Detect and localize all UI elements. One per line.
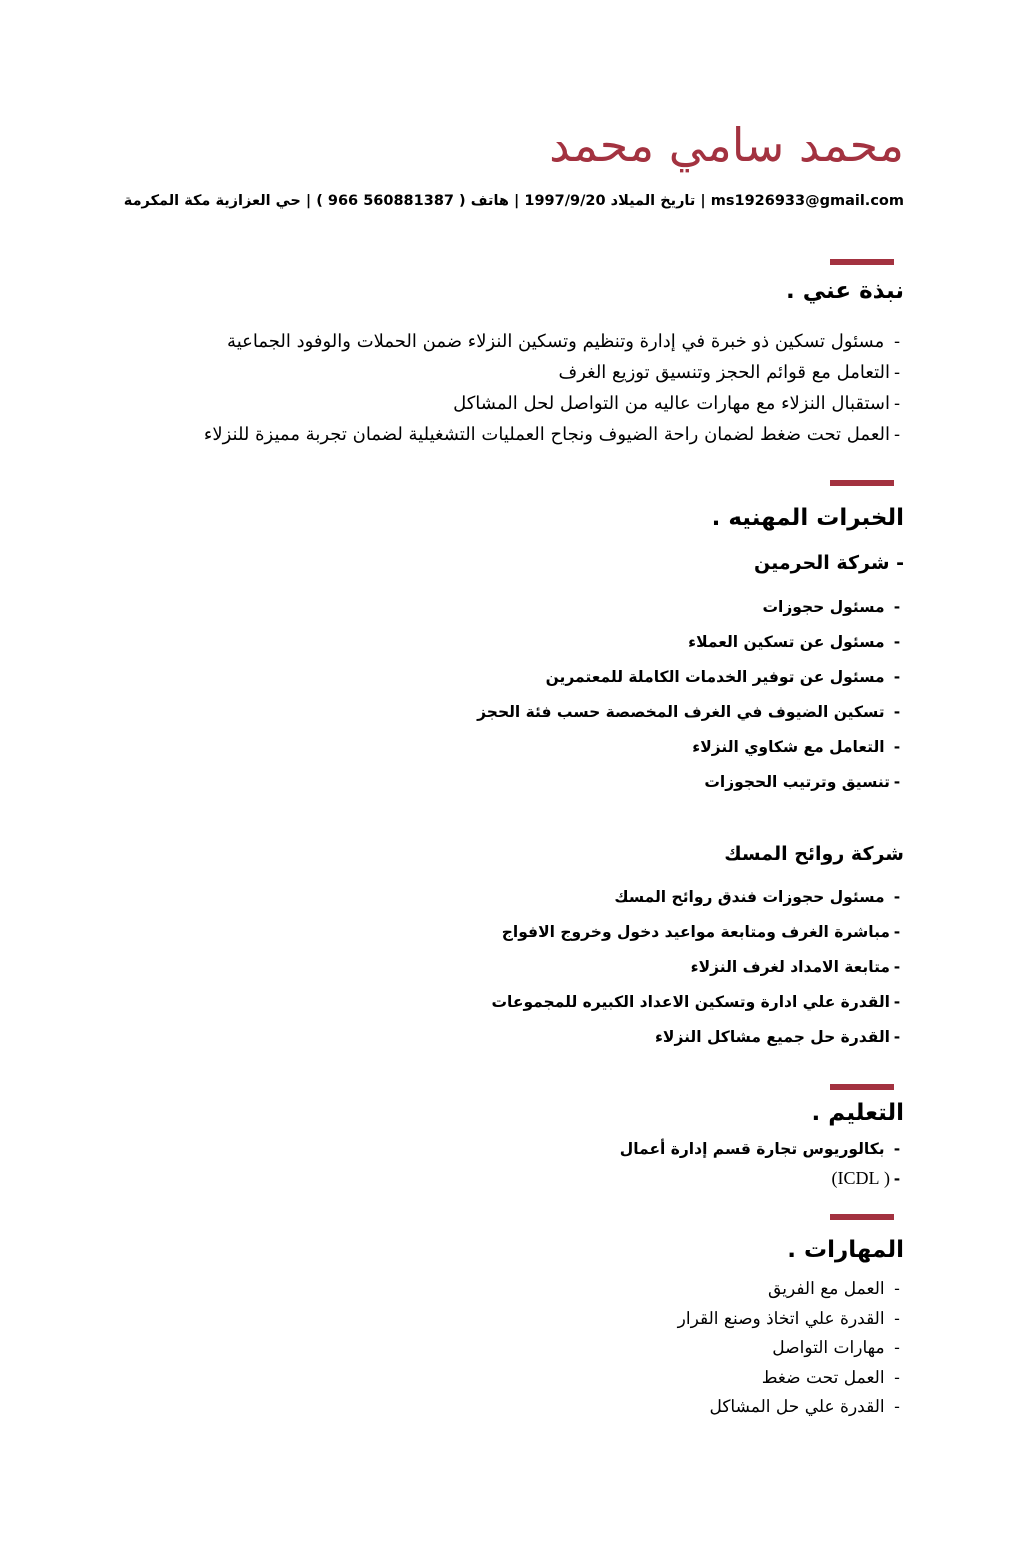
contact-line: ms1926933@gmail.com | تاريخ الميلاد 1997/9/20 | هاتف ( 966 560881387 ) | حي العزازية مكة المكرمة	[123, 193, 904, 209]
list-item: - العمل مع الفريق	[768, 1279, 900, 1299]
list-item: - العمل تحت ضغط	[761, 1367, 900, 1388]
list-item: - القدرة علي اتخاذ وصنع القرار	[677, 1308, 900, 1329]
section-divider-experience	[830, 480, 894, 486]
phone-label: هاتف	[470, 193, 509, 209]
experience-heading: الخبرات المهنيه .	[711, 505, 904, 531]
company-1-list	[477, 590, 904, 800]
education-heading: التعليم .	[811, 1100, 904, 1126]
company-2-list	[491, 880, 904, 1055]
dob-label: تاريخ الميلاد	[610, 193, 696, 209]
about-heading: نبذة عني .	[785, 278, 904, 304]
address: حي العزازية مكة المكرمة	[123, 193, 301, 209]
list-item: - مسئول حجوزات	[762, 598, 901, 616]
section-divider-education	[830, 1084, 894, 1090]
dob-value: 1997/9/20	[524, 193, 606, 209]
list-item: -القدرة علي ادارة وتسكين الاعداد الكبيره للمجموعات	[491, 993, 901, 1011]
phone-value: ( 966 560881387 )	[316, 193, 466, 209]
company-2-name: شركة روائح المسك	[724, 843, 904, 865]
list-item: -التعامل مع قوائم الحجز وتنسيق توزيع الغرف	[558, 362, 901, 383]
candidate-name: محمد سامي محمد	[549, 118, 904, 172]
list-item: - مسئول حجوزات فندق روائح المسك	[614, 888, 901, 906]
section-divider-skills	[830, 1214, 894, 1220]
company-1-name: - شركة الحرمين	[754, 552, 904, 574]
section-divider-about	[830, 259, 894, 265]
education-list	[620, 1135, 904, 1194]
list-item: - تسكين الضيوف في الغرف المخصصة حسب فئة الحجز	[477, 703, 901, 721]
list-item: -( ICDL)	[831, 1168, 901, 1188]
about-list	[204, 326, 904, 450]
list-item: -متابعة الامداد لغرف النزلاء	[690, 958, 901, 976]
contact-email[interactable]: ms1926933@gmail.com	[710, 193, 904, 209]
skills-list	[678, 1275, 904, 1423]
list-item: -القدرة حل جميع مشاكل النزلاء	[655, 1028, 901, 1046]
list-item: -تنسيق وترتيب الحجوزات	[704, 773, 901, 791]
list-item: -استقبال النزلاء مع مهارات عاليه من التواصل لحل المشاكل	[453, 393, 901, 414]
list-item: - مهارات التواصل	[772, 1338, 900, 1358]
list-item: - بكالوريوس تجارة قسم إدارة أعمال	[619, 1140, 901, 1158]
list-item: -مباشرة الغرف ومتابعة مواعيد دخول وخروج الافواج	[501, 923, 901, 941]
skills-heading: المهارات .	[787, 1237, 904, 1263]
list-item: - مسئول عن تسكين العملاء	[688, 633, 901, 651]
list-item: - مسئول عن توفير الخدمات الكاملة للمعتمرين	[545, 668, 901, 686]
list-item: - القدرة علي حل المشاكل	[709, 1397, 900, 1417]
list-item: - مسئول تسكين ذو خبرة في إدارة وتنظيم وتسكين النزلاء ضمن الحملات والوفود الجماعية	[227, 331, 901, 352]
list-item: -العمل تحت ضغط لضمان راحة الضيوف ونجاح العمليات التشغيلية لضمان تجربة مميزة للنزلاء	[203, 424, 901, 445]
list-item: - التعامل مع شكاوي النزلاء	[692, 738, 901, 756]
